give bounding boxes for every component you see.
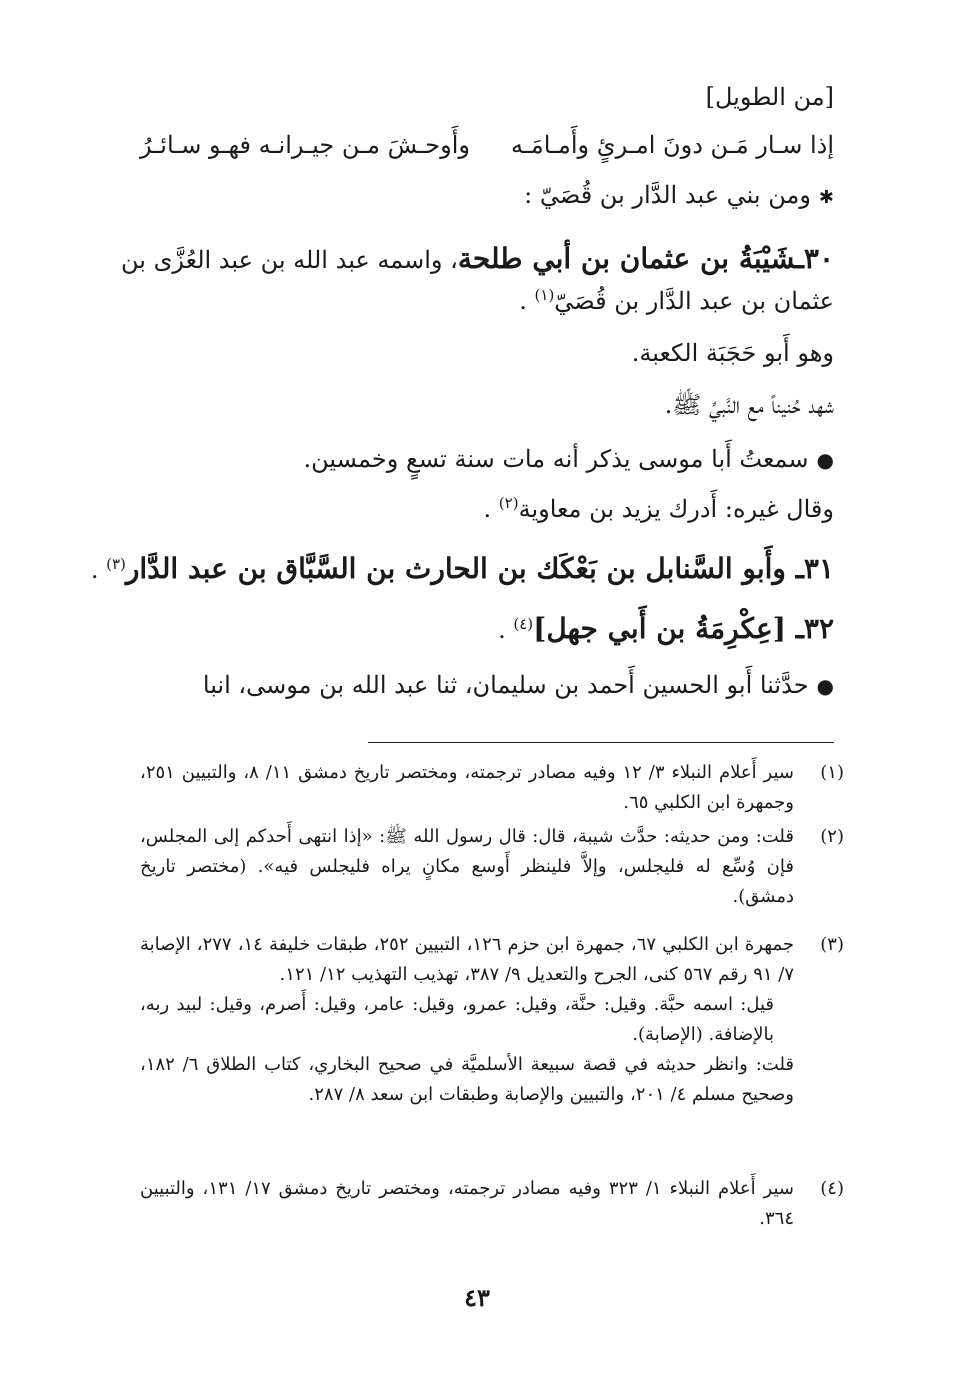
entry-30-line2 xyxy=(140,284,834,318)
entry-32-text: ٣٢ـ [عِكْرِمَةُ بن أَبي جهل] xyxy=(533,612,834,645)
footnote-3-extra-2: قلت: وانظر حديثه في قصة سبيعة الأسلميَّة في صحيح البخاري، كتاب الطلاق ٦/ ١٨٢، وصحيح مسلم ٤/ ٢٠١، والتبيين والإصابة وطبقات ابن سعد ٨/ ٢٨٧. xyxy=(140,1054,795,1105)
entry-30-number: ٣٠ـ xyxy=(795,242,834,275)
footnote-ref-3[interactable]: (٣) xyxy=(106,555,126,573)
footnote-ref-4[interactable]: (٤) xyxy=(513,615,534,633)
footnote-3-extra-1: قيل: اسمه حبَّة. وقيل: حنَّة، وقيل: عمرو، وقيل: عامر، وقيل: أَصرم، وقيل: لبيد ربه، بالإضافة. (الإصابة). xyxy=(140,994,774,1045)
footnote-4-text: سير أَعلام النبلاء ١/ ٣٢٣ وفيه مصادر ترجمته، ومختصر تاريخ دمشق ١٧/ ١٣١، والتبيين ٣٦٤. xyxy=(140,1178,794,1229)
footnote-ref-1[interactable]: (١) xyxy=(534,286,555,304)
poem-meter: [من الطويل] xyxy=(705,83,834,111)
entry-32-end: . xyxy=(498,616,514,644)
hadith-chain: ● حدَّثنا أَبو الحسين أَحمد بن سليمان، ثنا عبد الله بن موسى، انبا xyxy=(140,668,834,703)
footnote-4-number: (٤) xyxy=(820,1178,844,1199)
footnote-2 xyxy=(140,822,844,912)
entry-32 xyxy=(140,612,834,647)
section-heading: ✱ ومن بني عبد الدَّار بن قُصَيّ : xyxy=(140,178,834,215)
footnote-3 xyxy=(140,930,844,1110)
verse-first-hemistich: إذا سـار مَـن دونَ امـرئٍ وأَمـامَـه xyxy=(510,131,834,159)
entry-31-text: ٣١ـ وأَبو السَّنابل بن بَعْكَك بن الحارث بن السَّبَّاق بن عبد الدَّار xyxy=(125,552,834,585)
entry-30-kunya: وهو أَبو حَجَبَة الكعبة. xyxy=(631,339,834,367)
entry-30-line1-rest: ، واسمه عبد الله بن عبد العُزَّى بن xyxy=(121,246,458,274)
footnote-4 xyxy=(140,1174,844,1234)
footnote-1-number: (١) xyxy=(820,762,844,783)
entry-30-header xyxy=(121,242,834,277)
footnote-1 xyxy=(140,758,844,818)
footnote-divider xyxy=(368,742,834,743)
footnote-3-number: (٣) xyxy=(820,934,844,955)
entry-30-witnessed: شهد حُنيناً مع النَّبيِّ ﷺ. xyxy=(664,391,834,419)
footnote-3-text: جمهرة ابن الكلبي ٦٧، جمهرة ابن حزم ١٢٦، التبيين ٢٥٢، طبقات خليفة ١٤، ٢٧٧، الإصابة ٧/ ٩١ رقم ٥٦٧ كنى، الجرح والتعديل ٩/ ٣٨٧، تهذيب التهذيب ١٢/ ١٢١. xyxy=(140,934,795,985)
entry-30-other-end: . xyxy=(483,495,499,523)
entry-31 xyxy=(90,552,834,587)
footnote-2-number: (٢) xyxy=(820,826,844,847)
entry-30-other xyxy=(140,492,834,526)
entry-30-name: شَيْبَةُ بن عثمان بن أبي طلحة xyxy=(457,242,796,275)
entry-30-lineage: عثمان بن عبد الدَّار بن قُصَيّ xyxy=(554,287,834,315)
page-number: ٤٣ xyxy=(464,1283,490,1312)
poem-verse xyxy=(140,128,834,162)
entry-30-other-text: وقال غيره: أَدرك يزيد بن معاوية xyxy=(518,495,834,523)
entry-30-heard: ● سمعتُ أَبا موسى يذكر أنه مات سنة تسعٍ وخمسين. xyxy=(140,442,834,477)
footnote-2-text: قلت: ومن حديثه: حدَّث شيبة، قال: قال رسول الله ﷺ: «إذا انتهى أَحدكم إلى المجلس، فإن وُسِّع له فليجلس، وإلاَّ فلينظر أَوسع مكانٍ يراه فليجلس فيه». (مختصر تاريخ دمشق). xyxy=(140,826,794,907)
verse-second-hemistich: وأَوحـشَ مـن جيـرانـه فهـو سـائـرُ xyxy=(140,131,470,159)
entry-30-line2-end: . xyxy=(519,287,535,315)
footnote-ref-2[interactable]: (٢) xyxy=(498,494,519,512)
entry-31-end: . xyxy=(90,556,107,584)
footnote-1-text: سير أَعلام النبلاء ٣/ ١٢ وفيه مصادر ترجمته، ومختصر تاريخ دمشق ١١/ ٨، والتبيين ٢٥١، وجمهرة ابن الكلبي ٦٥. xyxy=(140,762,794,813)
